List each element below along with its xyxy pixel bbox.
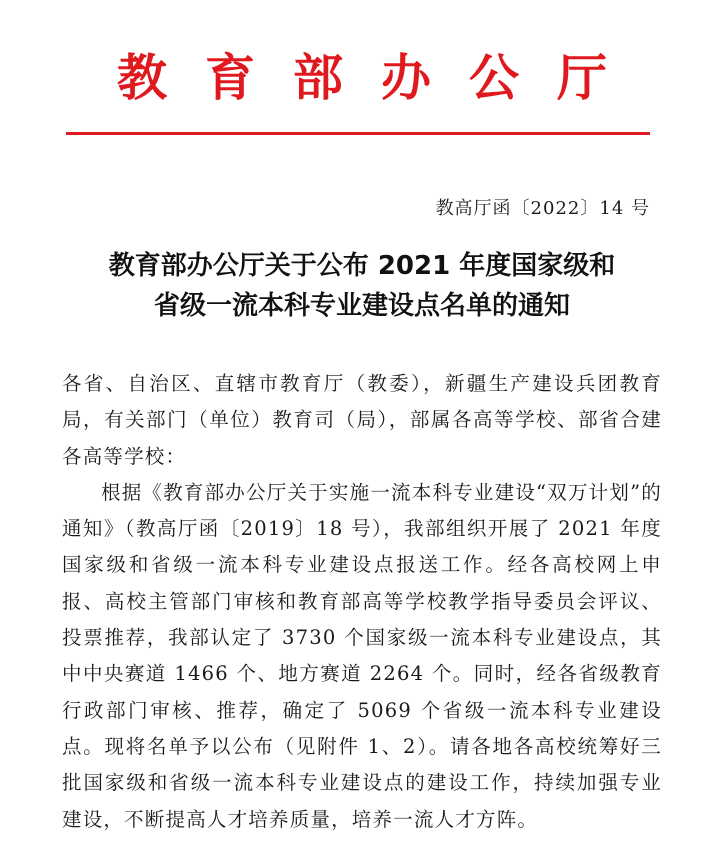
document-title — [40, 246, 684, 326]
red-divider-line — [66, 132, 650, 135]
addressees-paragraph: 各省、自治区、直辖市教育厅（教委），新疆生产建设兵团教育局，有关部门（单位）教育司（局），部属各高等学校、部省合建各高等学校： — [62, 372, 662, 468]
document-number: 教高厅函〔2022〕14 号 — [435, 198, 650, 219]
title-line-1: 教育部办公厅关于公布 2021 年度国家级和 — [108, 251, 616, 281]
title-line-2: 省级一流本科专业建设点名单的通知 — [153, 291, 570, 321]
body-paragraph-1: 根据《教育部办公厅关于实施一流本科专业建设“双万计划”的通知》（教高厅函〔2019〕18 号），我部组织开展了 2021 年度国家级和省级一流本科专业建设点报送工作。经各高校网上申报、高校主管部门审核和教育部高等学校教学指导委员会评议、投票推荐，我部认定了 3730 个国家级一流本科专业建设点，其中中央赛道 1466 个、地方赛道 2264 个。同时，经各省级教育行政部门审核、推荐，确定了 5069 个省级一流本科专业建设点。现将名单予以公布（见附件 1、2）。请各地各高校统筹好三批国家级和省级一流本科专业建设点的建设工作，持续加强专业建设，不断提高人才培养质量，培养一流人才方阵。 — [62, 480, 662, 831]
issuer-masthead: 教育部办公厅 — [117, 49, 645, 107]
document-body — [62, 366, 662, 838]
